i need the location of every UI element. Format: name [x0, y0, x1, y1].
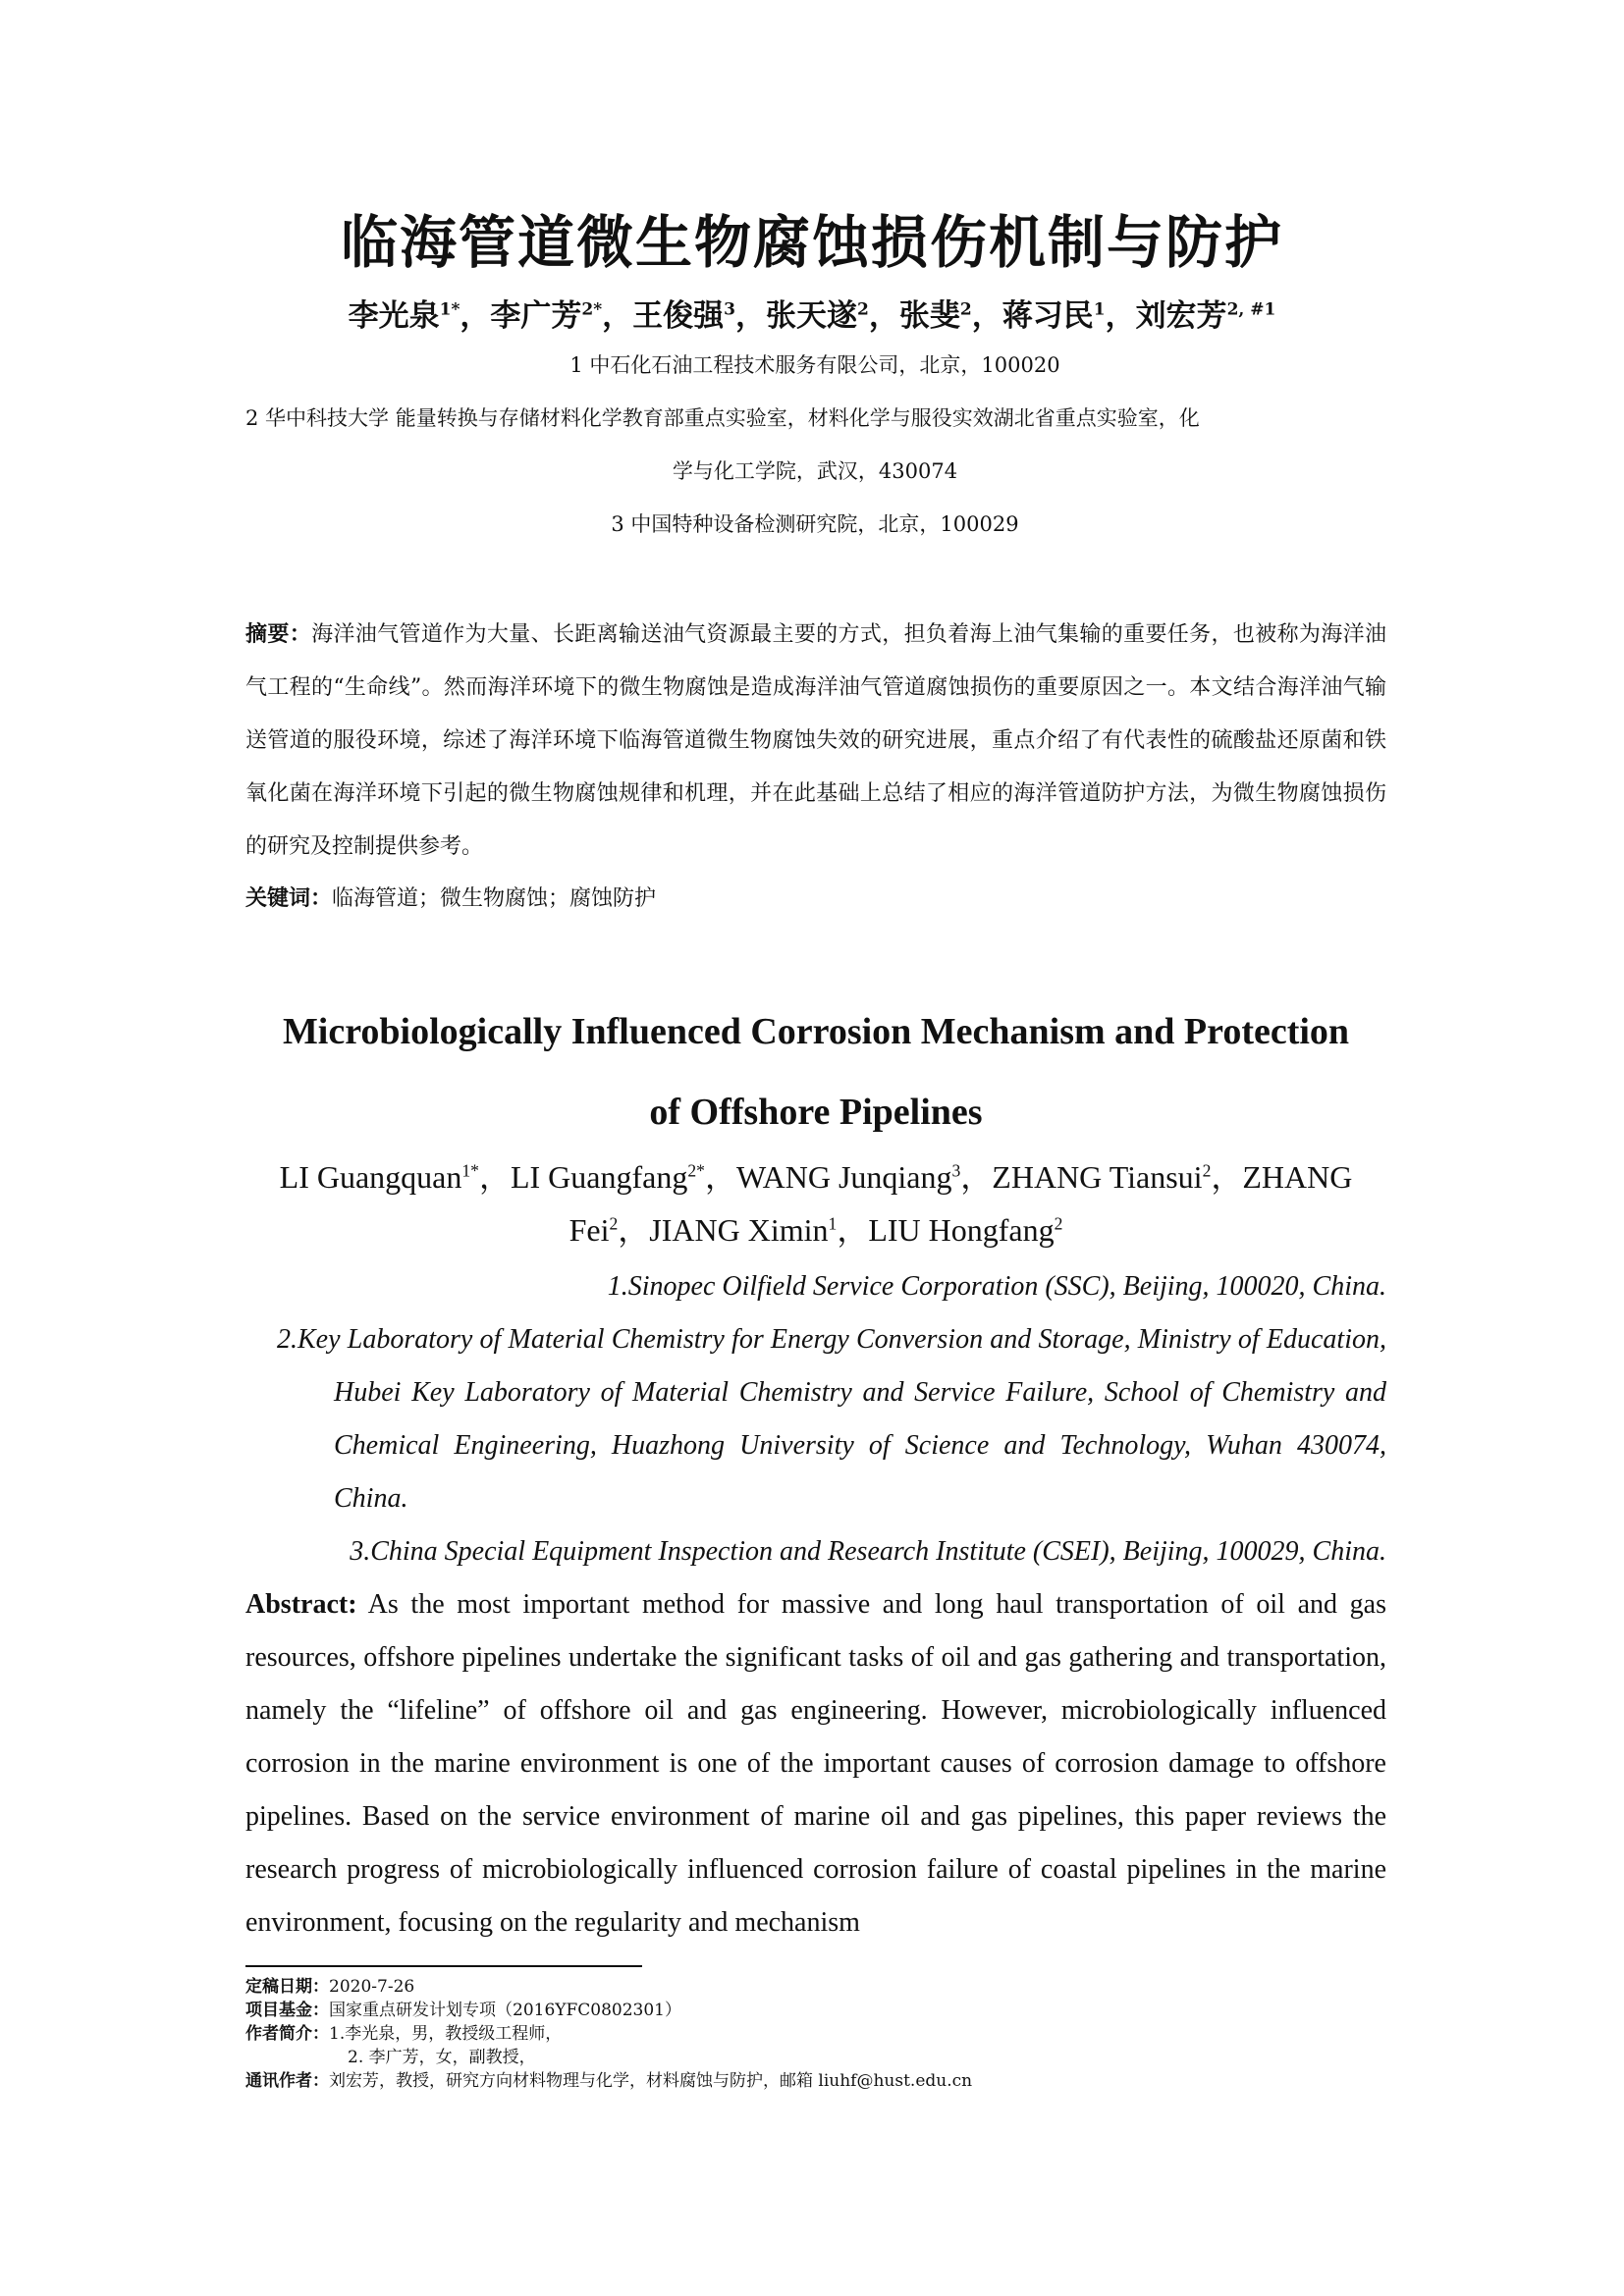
keywords-cn-label: 关键词：: [245, 886, 333, 911]
author-cn: 张斐$^2$，: [898, 298, 1002, 334]
footnote-fund-value: 国家重点研发计划专项（2016YFC0802301）: [329, 2001, 681, 2020]
author-en: LI Guangquan$^{1*}$，: [279, 1159, 511, 1195]
affiliation-cn-2-line2: 学与化工学院，武汉，430074: [672, 459, 958, 483]
author-en: ZHANG Tiansui$^2$，: [992, 1159, 1243, 1195]
affiliation-cn-1: 1 中石化石油工程技术服务有限公司，北京，100020: [569, 353, 1060, 377]
author-cn: 蒋习民$^1$，: [1001, 298, 1136, 334]
author-en: LI Guangfang$^{2*}$，: [510, 1159, 736, 1195]
affiliation-en-2-text: 2.Key Laboratory of Material Chemistry for Energy Conversion and Storage, Ministry of Education, Hubei Key Laboratory of Material Chemistry and Service Failure, School of Chemistry and Chemical Engineering, Huazhong University of Science and Technology, Wuhan 430074, China.: [277, 1324, 1386, 1514]
abstract-en-text: As the most important method for massive and long haul transportation of oil and gas resources, offshore pipelines undertake the significant tasks of oil and gas gathering and transportation, namely the “lifeline” of offshore oil and gas engineering. However, microbiologically influenced corrosion in the marine environment is one of the important causes of corrosion damage to offshore pipelines. Based on the service environment of marine oil and gas pipelines, this paper reviews the research progress of microbiologically influenced corrosion failure of coastal pipelines in the marine environment, focusing on the regularity and mechanism: [245, 1589, 1386, 1938]
affiliation-en-1: 1.Sinopec Oilfield Service Corporation (SSC), Beijing, 100020, China.: [607, 1271, 1386, 1302]
footnote-rule: [245, 1965, 642, 1967]
footnotes: [245, 1975, 1386, 2093]
footnote-fund-label: 项目基金：: [245, 2001, 329, 2020]
footnote-bio-label: 作者简介：: [245, 2024, 329, 2044]
affiliation-en-3: 3.China Special Equipment Inspection and Research Institute (CSEI), Beijing, 100029, China.: [350, 1536, 1386, 1567]
author-en: WANG Junqiang$^3$，: [735, 1159, 993, 1195]
affiliation-cn-2-line1: 2 华中科技大学 能量转换与存储材料化学教育部重点实验室，材料化学与服役实效湖北省重点实验室，化: [245, 406, 1200, 430]
abstract-cn: [245, 609, 1386, 874]
footnote-received-label: 定稿日期：: [245, 1977, 329, 1997]
paper-title-en-line2: of Offshore Pipelines: [649, 1092, 983, 1133]
author-cn: 李光泉$^{1*}$，: [348, 298, 491, 334]
footnote-contact-label: 通讯作者：: [245, 2071, 329, 2091]
footnote-received-value: 2020-7-26: [329, 1977, 415, 1997]
footnote-contact: [245, 2069, 1386, 2093]
affiliation-en-2: [277, 1313, 1386, 1525]
affiliation-cn-3: 3 中国特种设备检测研究院，北京，100029: [611, 512, 1019, 536]
author-en: ZHANG Fei$^2$，: [568, 1159, 1353, 1248]
paper-title-en: [245, 991, 1386, 1152]
author-cn: 刘宏芳$^{2, \#1}$: [1135, 298, 1276, 334]
paper-title-en-line1: Microbiologically Influenced Corrosion Mechanism and Protection: [282, 1011, 1350, 1052]
abstract-cn-text: 海洋油气管道作为大量、长距离输送油气资源最主要的方式，担负着海上油气集输的重要任务，也被称为海洋油气工程的“生命线”。然而海洋环境下的微生物腐蚀是造成海洋油气管道腐蚀损伤的重要原因之一。本文结合海洋油气输送管道的服役环境，综述了海洋环境下临海管道微生物腐蚀失效的研究进展，重点介绍了有代表性的硫酸盐还原菌和铁氧化菌在海洋环境下引起的微生物腐蚀规律和机理，并在此基础上总结了相应的海洋管道防护方法，为微生物腐蚀损伤的研究及控制提供参考。: [245, 622, 1386, 859]
footnote-bio-line1: 1.李光泉，男，教授级工程师，: [329, 2024, 563, 2044]
keywords-cn: [245, 873, 1386, 926]
footnote-received: [245, 1975, 1386, 1999]
author-en: JIANG Ximin$^1$，: [649, 1212, 869, 1248]
abstract-en: [245, 1578, 1386, 1949]
keywords-cn-text: 临海管道；微生物腐蚀；腐蚀防护: [332, 886, 657, 911]
author-cn: 张天遂$^2$，: [765, 298, 899, 334]
abstract-cn-label: 摘要：: [245, 622, 312, 647]
footnote-bio: [245, 2022, 1386, 2046]
paper-title-cn: 临海管道微生物腐蚀损伤机制与防护: [340, 209, 1283, 276]
author-list-en: [245, 1150, 1386, 1256]
footnote-contact-value: 刘宏芳，教授，研究方向材料物理与化学，材料腐蚀与防护，邮箱 liuhf@hust.edu.cn: [329, 2071, 973, 2091]
footnote-fund: [245, 1999, 1386, 2022]
author-list-cn: [0, 291, 1624, 335]
footnote-bio-2: [245, 2046, 1386, 2069]
author-cn: 李广芳$^{2*}$，: [490, 298, 633, 334]
abstract-en-label: Abstract:: [245, 1589, 357, 1620]
author-cn: 王俊强$^3$，: [632, 298, 766, 334]
footnote-bio-line2: 2. 李广芳，女，副教授，: [348, 2048, 536, 2067]
author-en: LIU Hongfang$^2$: [868, 1212, 1063, 1248]
